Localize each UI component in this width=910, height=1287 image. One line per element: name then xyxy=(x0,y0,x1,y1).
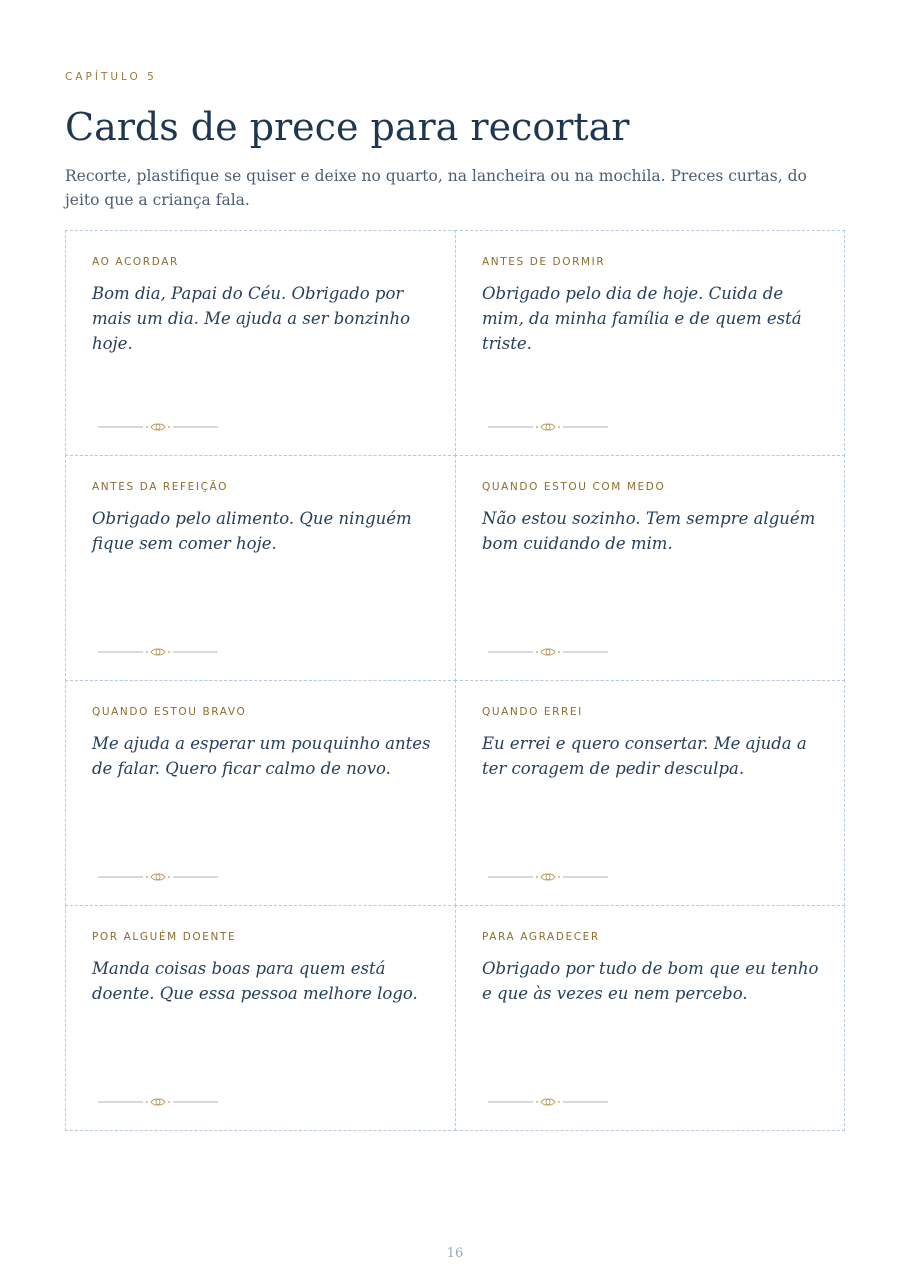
flourish-divider-icon xyxy=(488,646,608,658)
card-tag: POR ALGUÉM DOENTE xyxy=(92,931,237,943)
card-prayer-text: Me ajuda a esperar um pouquinho antes de falar. Quero ficar calmo de novo. xyxy=(92,734,431,778)
prayer-card xyxy=(455,230,845,456)
flourish-divider-icon xyxy=(98,871,218,883)
card-prayer-text: Eu errei e quero consertar. Me ajuda a ter coragem de pedir desculpa. xyxy=(482,734,807,778)
card-prayer-text: Obrigado por tudo de bom que eu tenho e que às vezes eu nem percebo. xyxy=(482,959,819,1003)
prayer-card xyxy=(455,680,845,906)
card-prayer-text: Obrigado pelo dia de hoje. Cuida de mim, da minha família e de quem está triste. xyxy=(482,284,802,353)
flourish-divider-icon xyxy=(98,1096,218,1108)
prayer-card xyxy=(65,455,456,681)
card-tag: PARA AGRADECER xyxy=(482,931,600,943)
card-tag: QUANDO ESTOU BRAVO xyxy=(92,706,247,718)
card-tag: AO ACORDAR xyxy=(92,256,179,268)
flourish-divider-icon xyxy=(98,646,218,658)
card-prayer-text: Não estou sozinho. Tem sempre alguém bom cuidando de mim. xyxy=(482,509,816,553)
flourish-divider-icon xyxy=(488,871,608,883)
chapter-label: CAPÍTULO 5 xyxy=(65,71,157,83)
card-prayer-text: Bom dia, Papai do Céu. Obrigado por mais um dia. Me ajuda a ser bonzinho hoje. xyxy=(92,284,411,353)
card-tag: ANTES DE DORMIR xyxy=(482,256,606,268)
card-tag: ANTES DA REFEIÇÃO xyxy=(92,481,229,493)
card-prayer-text: Obrigado pelo alimento. Que ninguém fique sem comer hoje. xyxy=(92,509,412,553)
page-title: Cards de prece para recortar xyxy=(65,105,630,149)
prayer-card xyxy=(455,905,845,1131)
prayer-card xyxy=(65,230,456,456)
card-prayer-text: Manda coisas boas para quem está doente. Que essa pessoa melhore logo. xyxy=(92,959,418,1003)
prayer-card xyxy=(65,905,456,1131)
prayer-card xyxy=(65,680,456,906)
prayer-card xyxy=(455,455,845,681)
flourish-divider-icon xyxy=(488,421,608,433)
page-number: 16 xyxy=(446,1246,464,1261)
intro-paragraph: Recorte, plastifique se quiser e deixe no quarto, na lancheira ou na mochila. Preces curtas, do jeito que a criança fala. xyxy=(65,167,807,209)
flourish-divider-icon xyxy=(98,421,218,433)
flourish-divider-icon xyxy=(488,1096,608,1108)
card-tag: QUANDO ESTOU COM MEDO xyxy=(482,481,666,493)
card-tag: QUANDO ERREI xyxy=(482,706,583,718)
prayer-card-grid xyxy=(65,230,844,1131)
